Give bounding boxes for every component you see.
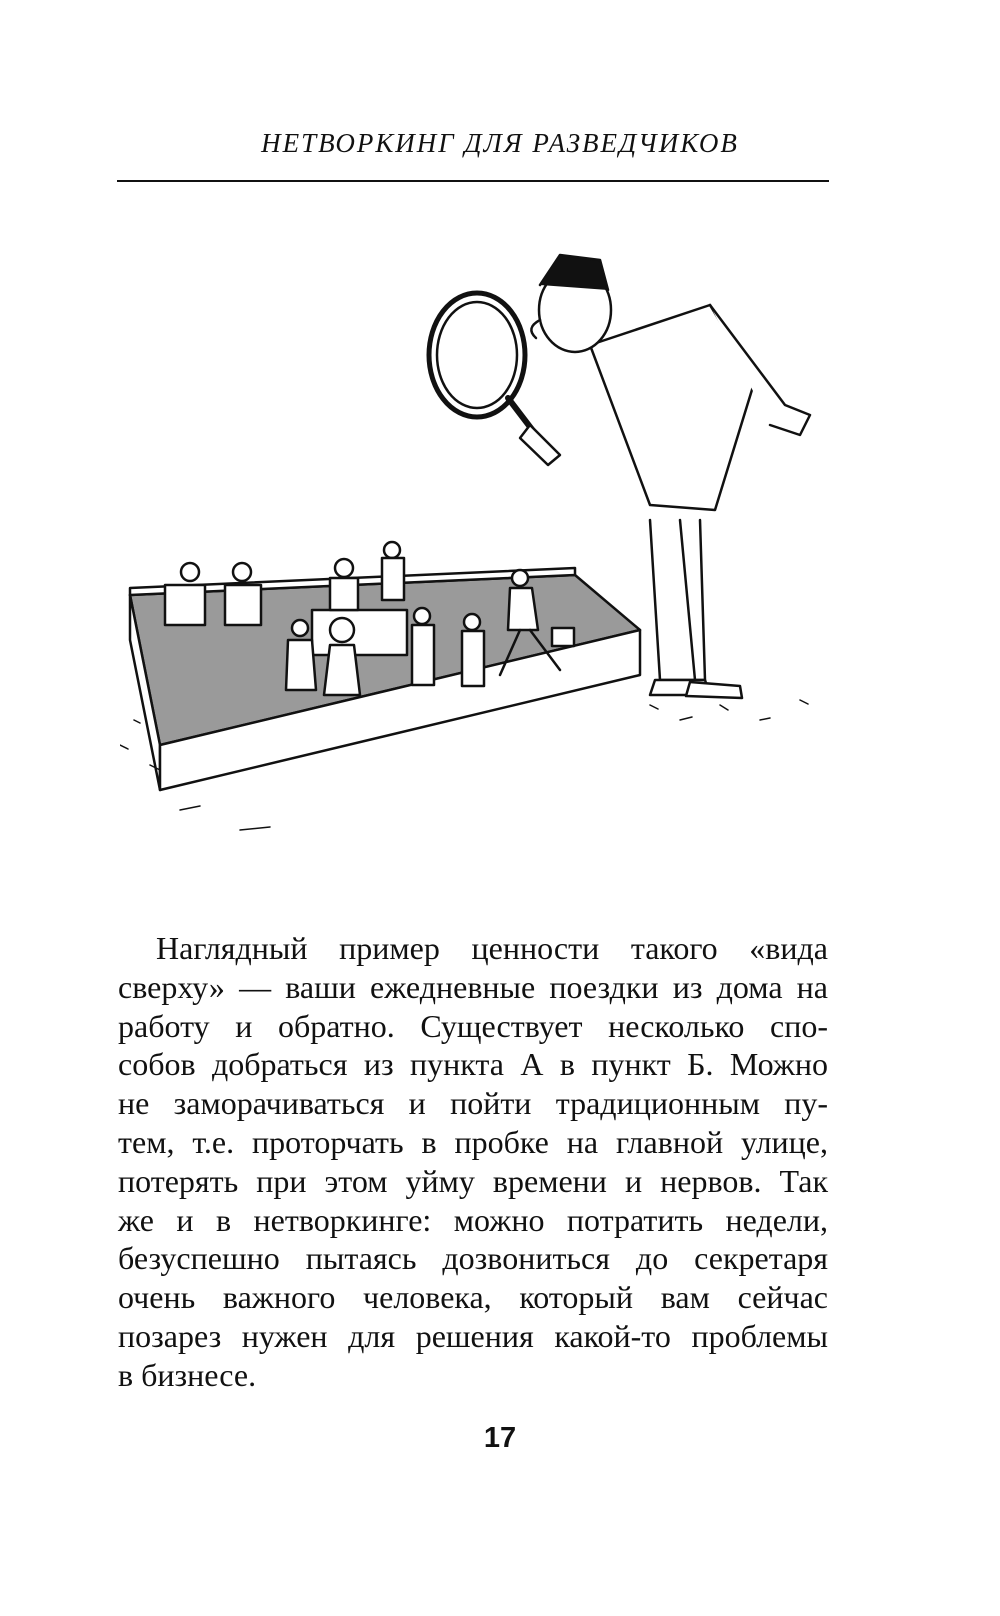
page-number: 17 bbox=[483, 1422, 517, 1454]
magnifier-man-office-box-drawing bbox=[120, 250, 850, 850]
paragraph-line: потерять при этом уйму времени и нервов. Так bbox=[118, 1162, 828, 1199]
paragraph-line: очень важного человека, который вам сейчас bbox=[118, 1279, 828, 1316]
running-head-title: НЕТВОРКИНГ ДЛЯ РАЗВЕДЧИКОВ bbox=[261, 128, 739, 158]
paragraph-line: сверху» — ваши ежедневные поездки из дома на bbox=[118, 968, 828, 1005]
paragraph-line: позарез нужен для решения какой-то проблемы bbox=[118, 1317, 828, 1354]
paragraph-line: в бизнесе. bbox=[118, 1356, 257, 1393]
header-rule bbox=[117, 180, 829, 182]
paragraph-line: тем, т.е. проторчать в пробке на главной улице, bbox=[118, 1123, 828, 1160]
paragraph-line: безуспешно пытаясь дозвониться до секретаря bbox=[118, 1240, 828, 1277]
paragraph-line: собов добраться из пункта А в пункт Б. Можно bbox=[118, 1046, 828, 1083]
cartoon-illustration bbox=[120, 250, 850, 850]
body-paragraph bbox=[118, 929, 828, 1395]
paragraph-line: работу и обратно. Существует несколько спо- bbox=[118, 1007, 828, 1044]
paragraph-line: Наглядный пример ценности такого «вида bbox=[156, 930, 828, 966]
paragraph-line: не заморачиваться и пойти традиционным пу- bbox=[118, 1085, 828, 1122]
paragraph-line: же и в нетворкинге: можно потратить недели, bbox=[118, 1201, 828, 1238]
